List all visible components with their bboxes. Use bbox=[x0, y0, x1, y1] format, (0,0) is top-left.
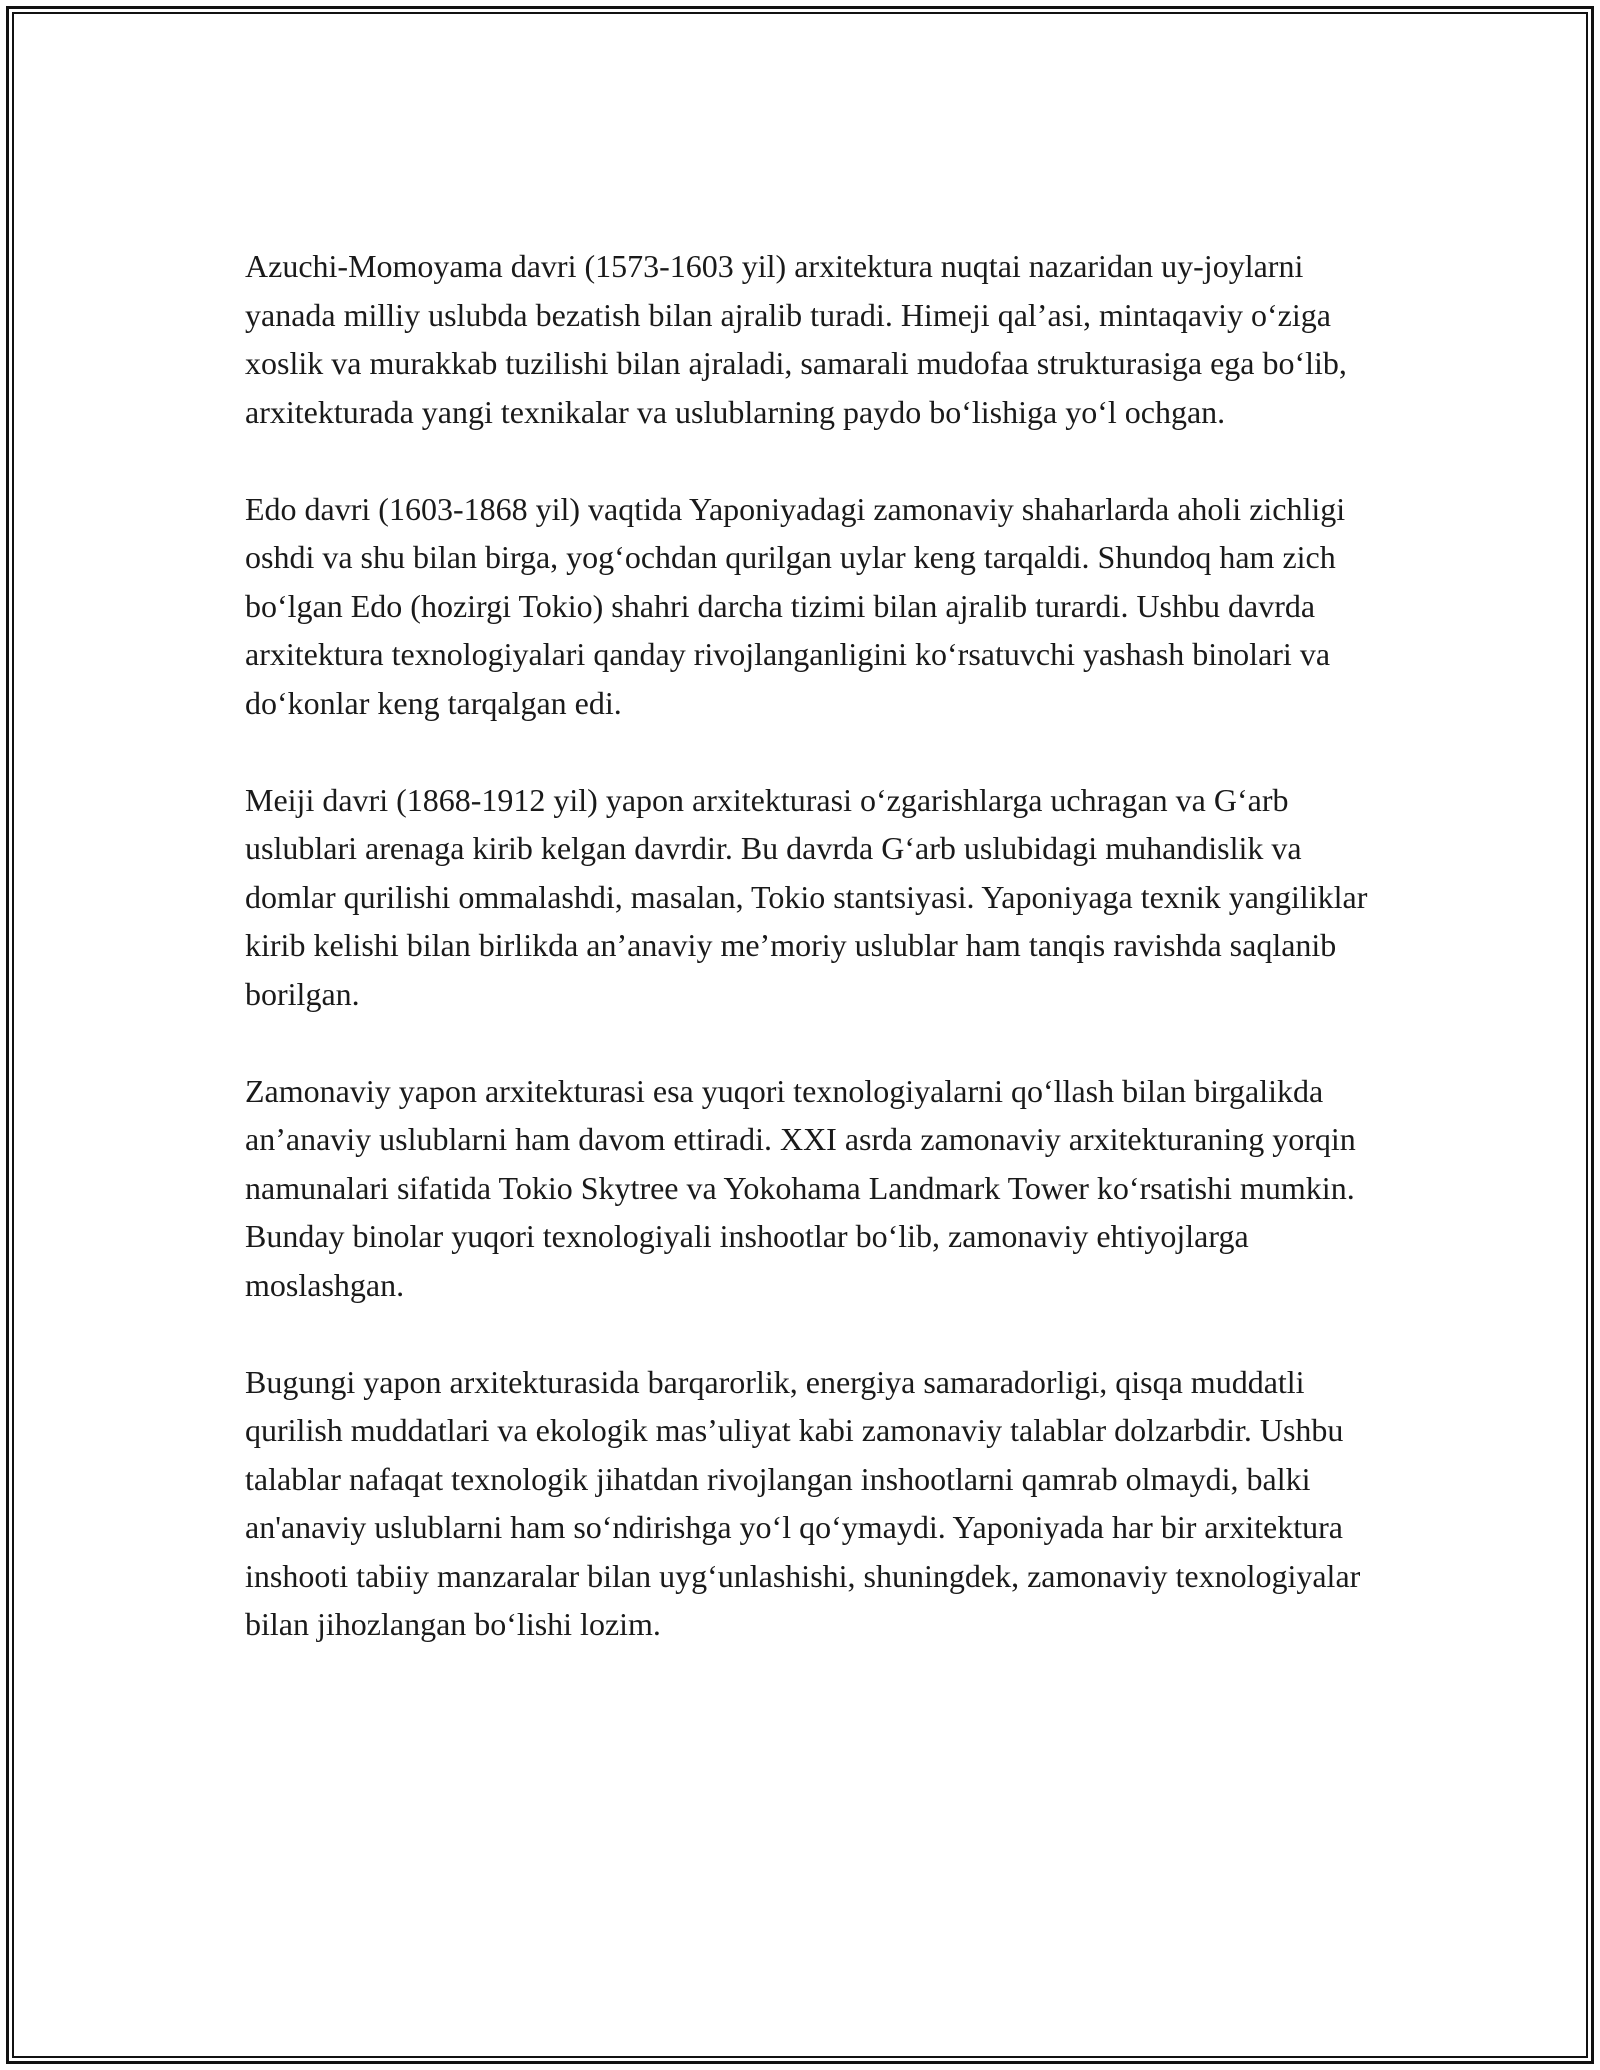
paragraph-azuchi-momoyama: Azuchi-Momoyama davri (1573-1603 yil) arxitektura nuqtai nazaridan uy-joylarni yanada milliy uslubda bezatish bilan ajralib turadi. Himeji qal’asi, mintaqaviy o‘ziga xoslik va murakkab tuzilishi bilan ajraladi, samarali mudofaa strukturasiga ega bo‘lib, arxitekturada yangi texnikalar va uslublarning paydo bo‘lishiga yo‘l ochgan. bbox=[245, 248, 1347, 430]
page-border bbox=[6, 6, 1594, 2064]
paragraph-edo: Edo davri (1603-1868 yil) vaqtida Yaponiyadagi zamonaviy shaharlarda aholi zichligi oshdi va shu bilan birga, yog‘ochdan qurilgan uylar keng tarqaldi. Shundoq ham zich bo‘lgan Edo (hozirgi Tokio) shahri darcha tizimi bilan ajralib turardi. Ushbu davrda arxitektura texnologiyalari qanday rivojlanganligini ko‘rsatuvchi yashash binolari va do‘konlar keng tarqalgan edi. bbox=[245, 490, 1346, 721]
paragraph-contemporary-requirements: Bugungi yapon arxitekturasida barqarorlik, energiya samaradorligi, qisqa muddatli qurilish muddatlari va ekologik mas’uliyat kabi zamonaviy talablar dolzarbdir. Ushbu talablar nafaqat texnologik jihatdan rivojlangan inshootlarni qamrab olmaydi, balki an'anaviy uslublarni ham so‘ndirishga yo‘l qo‘ymaydi. Yaponiyada har bir arxitektura inshooti tabiiy manzaralar bilan uyg‘unlashishi, shuningdek, zamonaviy texnologiyalar bilan jihozlangan bo‘lishi lozim. bbox=[245, 1363, 1361, 1642]
document-body bbox=[245, 242, 1375, 1697]
paragraph-meiji: Meiji davri (1868-1912 yil) yapon arxitekturasi o‘zgarishlarga uchragan va G‘arb uslublari arenaga kirib kelgan davrdir. Bu davrda G‘arb uslubidagi muhandislik va domlar qurilishi ommalashdi, masalan, Tokio stantsiyasi. Yaponiyaga texnik yangiliklar kirib kelishi bilan birlikda an’anaviy me’moriy uslublar ham tanqis ravishda saqlanib borilgan. bbox=[245, 781, 1368, 1012]
paragraph-modern-architecture: Zamonaviy yapon arxitekturasi esa yuqori texnologiyalarni qo‘llash bilan birgalikda an’anaviy uslublarni ham davom ettiradi. XXI asrda zamonaviy arxitekturaning yorqin namunalari sifatida Tokio Skytree va Yokohama Landmark Tower ko‘rsatishi mumkin. Bunday binolar yuqori texnologiyali inshootlar bo‘lib, zamonaviy ehtiyojlarga moslashgan. bbox=[245, 1072, 1356, 1303]
